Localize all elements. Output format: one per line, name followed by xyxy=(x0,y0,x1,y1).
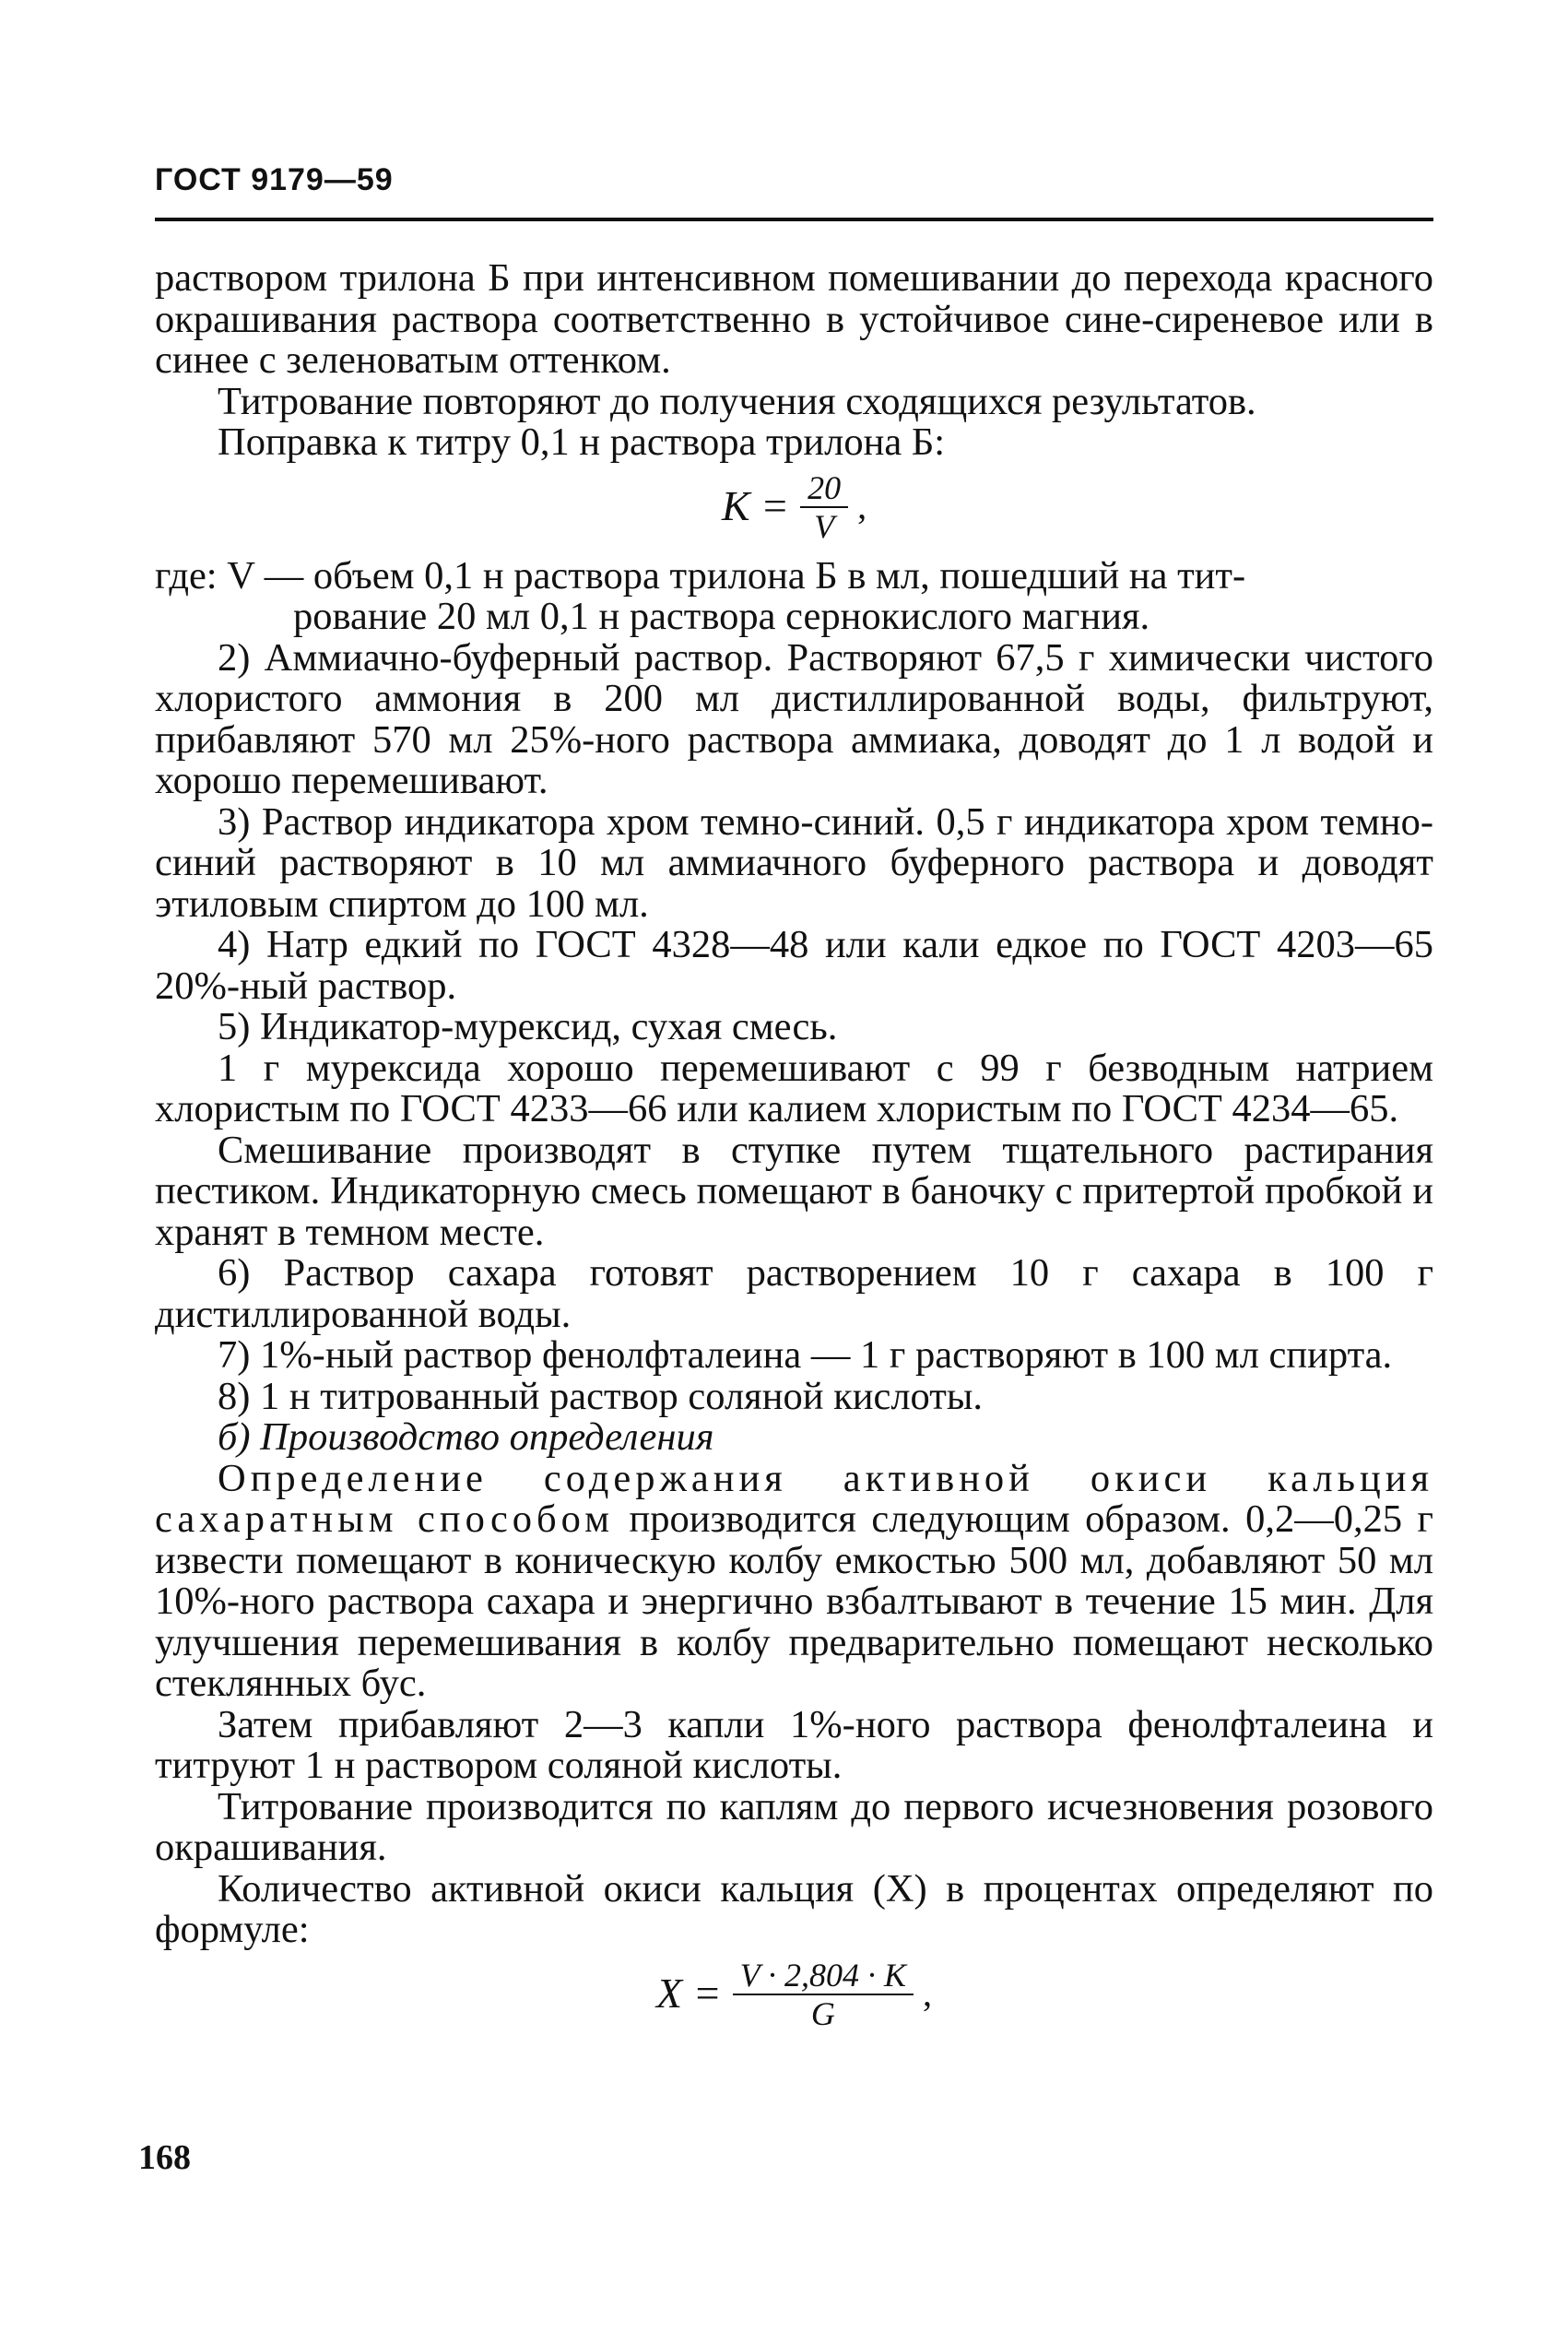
page-number: 168 xyxy=(138,2138,191,2177)
paragraph: Смешивание производят в ступке путем тщательного растирания пестиком. Индикаторную смесь помещают в баночку с притертой пробкой и хранят в темном месте. xyxy=(155,1128,1433,1254)
formula-fraction xyxy=(733,1957,914,2032)
document-header: ГОСТ 9179—59 xyxy=(155,162,394,197)
formula-comma: , xyxy=(857,485,867,527)
formula-numerator: 20 xyxy=(800,469,848,508)
formula-explanation xyxy=(155,553,1433,638)
paragraph: Затем прибавляют 2—3 капли 1%-ного раствора фенолфталеина и титруют 1 н раствором соляной кислоты. xyxy=(155,1702,1433,1787)
paragraph-text: производится следующим образом. 0,2—0,25 г извести помещают в коническую колбу емкостью 500 мл, добавляют 50 мл 10%-ного раствора сахара и энергично взбалтывают в течение 15 мин. Для улучшения перемешивания в колбу предварительно помещают несколько стеклянных бус. xyxy=(155,1497,1433,1705)
paragraph: 3) Раствор индикатора хром темно-синий. 0,5 г индикатора хром темно-синий растворяют в 10 мл аммиачного буферного раствора и доводят этиловым спиртом до 100 мл. xyxy=(155,799,1433,926)
paragraph: 2) Аммиачно-буферный раствор. Растворяют 67,5 г химически чистого хлористого аммония в 200 мл дистиллированной воды, фильтруют, прибавляют 570 мл 25%-ного раствора аммиака, доводят до 1 л водой и хорошо перемешивают. xyxy=(155,635,1433,802)
paragraph xyxy=(155,1456,1433,1705)
paragraph: Количество активной окиси кальция (X) в процентах определяют по формуле: xyxy=(155,1866,1433,1951)
document-body xyxy=(155,258,1433,2043)
paragraph: 4) Натр едкий по ГОСТ 4328—48 или кали едкое по ГОСТ 4203—65 20%-ный раствор. xyxy=(155,923,1433,1008)
paragraph: раствором трилона Б при интенсивном помешивании до перехода красного окрашивания раствора соответственно в устойчивое сине-сиреневое или в синее с зеленоватым оттенком. xyxy=(155,256,1433,382)
paragraph: 6) Раствор сахара готовят растворением 10 г сахара в 100 г дистиллированной воды. xyxy=(155,1251,1433,1336)
paragraph: 5) Индикатор-мурексид, сухая смесь. xyxy=(218,1005,838,1048)
paragraph: Поправка к титру 0,1 н раствора трилона Б: xyxy=(218,420,946,464)
paragraph: 7) 1%-ный раствор фенолфталеина — 1 г растворяют в 100 мл спирта. xyxy=(218,1333,1393,1377)
section-heading: б) Производство определения xyxy=(218,1415,714,1459)
formula-fraction xyxy=(800,469,848,545)
formula-numerator: V · 2,804 · K xyxy=(733,1957,914,1995)
formula-active-oxide xyxy=(155,1957,1433,2032)
formula-correction xyxy=(155,469,1433,545)
formula-denominator: V xyxy=(814,507,835,545)
note-line: где: V — объем 0,1 н раствора трилона Б в мл, пошедший на тит- xyxy=(155,553,1246,598)
paragraph: 1 г мурексида хорошо перемешивают с 99 г безводным натрием хлористым по ГОСТ 4233—66 или калием хлористым по ГОСТ 4234—65. xyxy=(155,1046,1433,1130)
spaced-emphasis: Определение содержания активной окиси кальция сахаратным способом xyxy=(155,1456,1433,1541)
paragraph: Титрование повторяют до получения сходящихся результатов. xyxy=(218,379,1256,423)
formula-lhs: K = xyxy=(721,482,790,530)
header-rule xyxy=(155,218,1433,221)
formula-comma: , xyxy=(923,1972,932,2015)
paragraph: 8) 1 н титрованный раствор соляной кислоты. xyxy=(218,1374,983,1418)
paragraph: Титрование производится по каплям до первого исчезновения розового окрашивания. xyxy=(155,1784,1433,1869)
formula-lhs: X = xyxy=(656,1970,722,2017)
formula-denominator: G xyxy=(810,1994,835,2032)
note-line: рование 20 мл 0,1 н раствора сернокислого магния. xyxy=(293,595,1150,638)
